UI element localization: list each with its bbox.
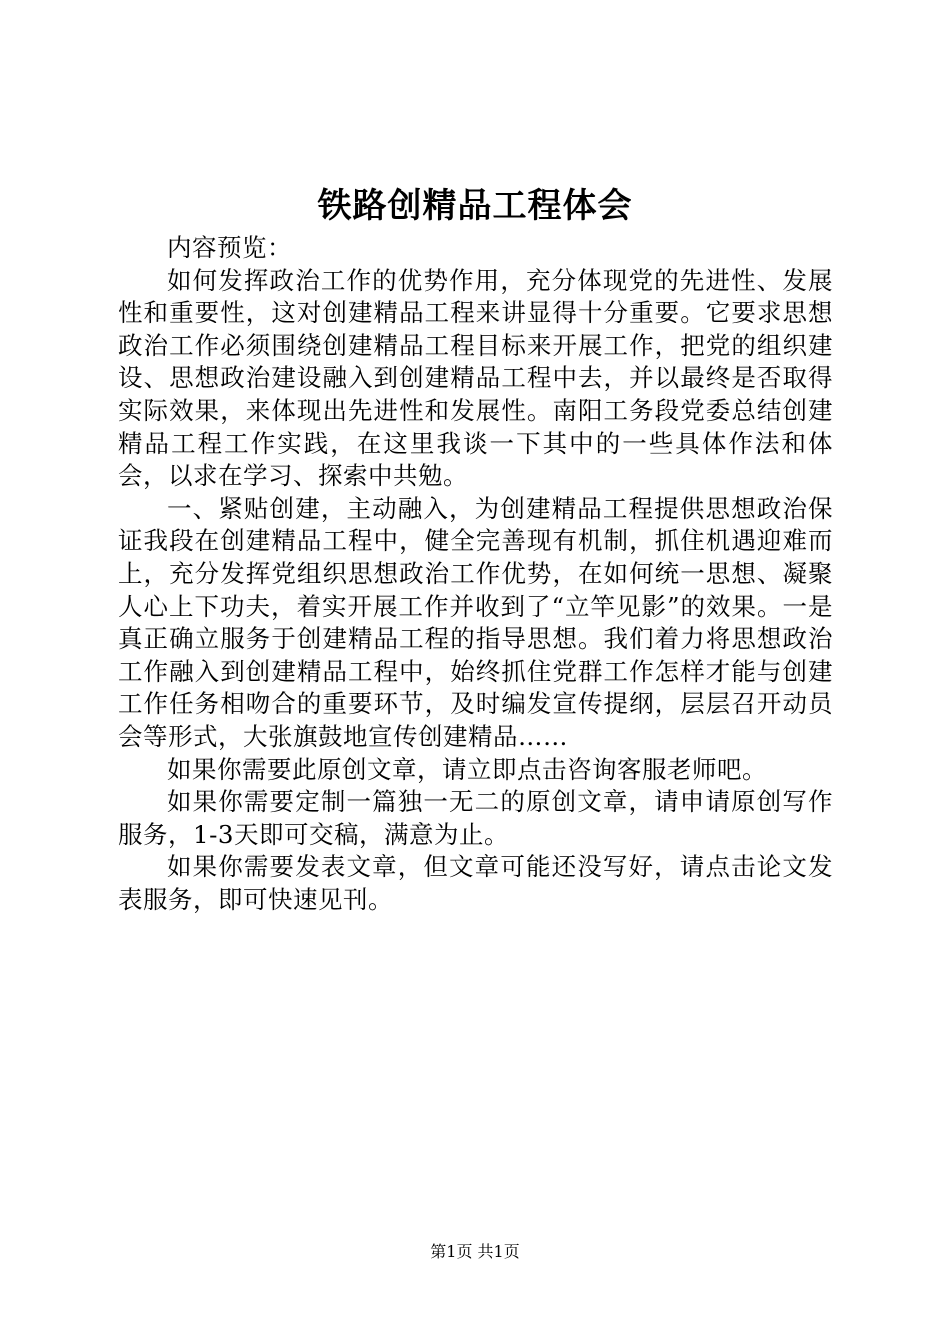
paragraph-publishing-service[interactable]: 如果你需要发表文章，但文章可能还没写好，请点击论文发表服务，即可快速见刊。 xyxy=(118,852,833,914)
preview-label: 内容预览： xyxy=(167,233,292,262)
page-number-footer: 第1页 共1页 xyxy=(430,1242,520,1261)
paragraph-consult-service[interactable]: 如果你需要此原创文章，请立即点击咨询客服老师吧。 xyxy=(167,754,767,784)
paragraph-section-one: 一、紧贴创建，主动融入，为创建精品工程提供思想政治保证我段在创建精品工程中，健全完善现有机制，抓住机遇迎难而上，充分发挥党组织思想政治工作优势，在如何统一思想、凝聚人心上下功夫，着实开展工作并收到了“立竿见影”的效果。一是真正确立服务于创建精品工程的指导思想。我们着力将思想政治工作融入到创建精品工程中，始终抓住党群工作怎样才能与创建工作任务相吻合的重要环节，及时编发宣传提纲，层层召开动员会等形式，大张旗鼓地宣传创建精品…… xyxy=(118,493,833,751)
document-body xyxy=(118,232,833,916)
paragraph-custom-writing-service[interactable]: 如果你需要定制一篇独一无二的原创文章，请申请原创写作服务，1-3天即可交稿，满意为止。 xyxy=(118,787,833,849)
paragraph-intro: 如何发挥政治工作的优势作用，充分体现党的先进性、发展性和重要性，这对创建精品工程来讲显得十分重要。它要求思想政治工作必须围绕创建精品工程目标来开展工作，把党的组织建设、思想政治建设融入到创建精品工程中去，并以最终是否取得实际效果，来体现出先进性和发展性。南阳工务段党委总结创建精品工程工作实践，在这里我谈一下其中的一些具体作法和体会，以求在学习、探索中共勉。 xyxy=(118,265,833,491)
document-title: 铁路创精品工程体会 xyxy=(317,186,633,226)
